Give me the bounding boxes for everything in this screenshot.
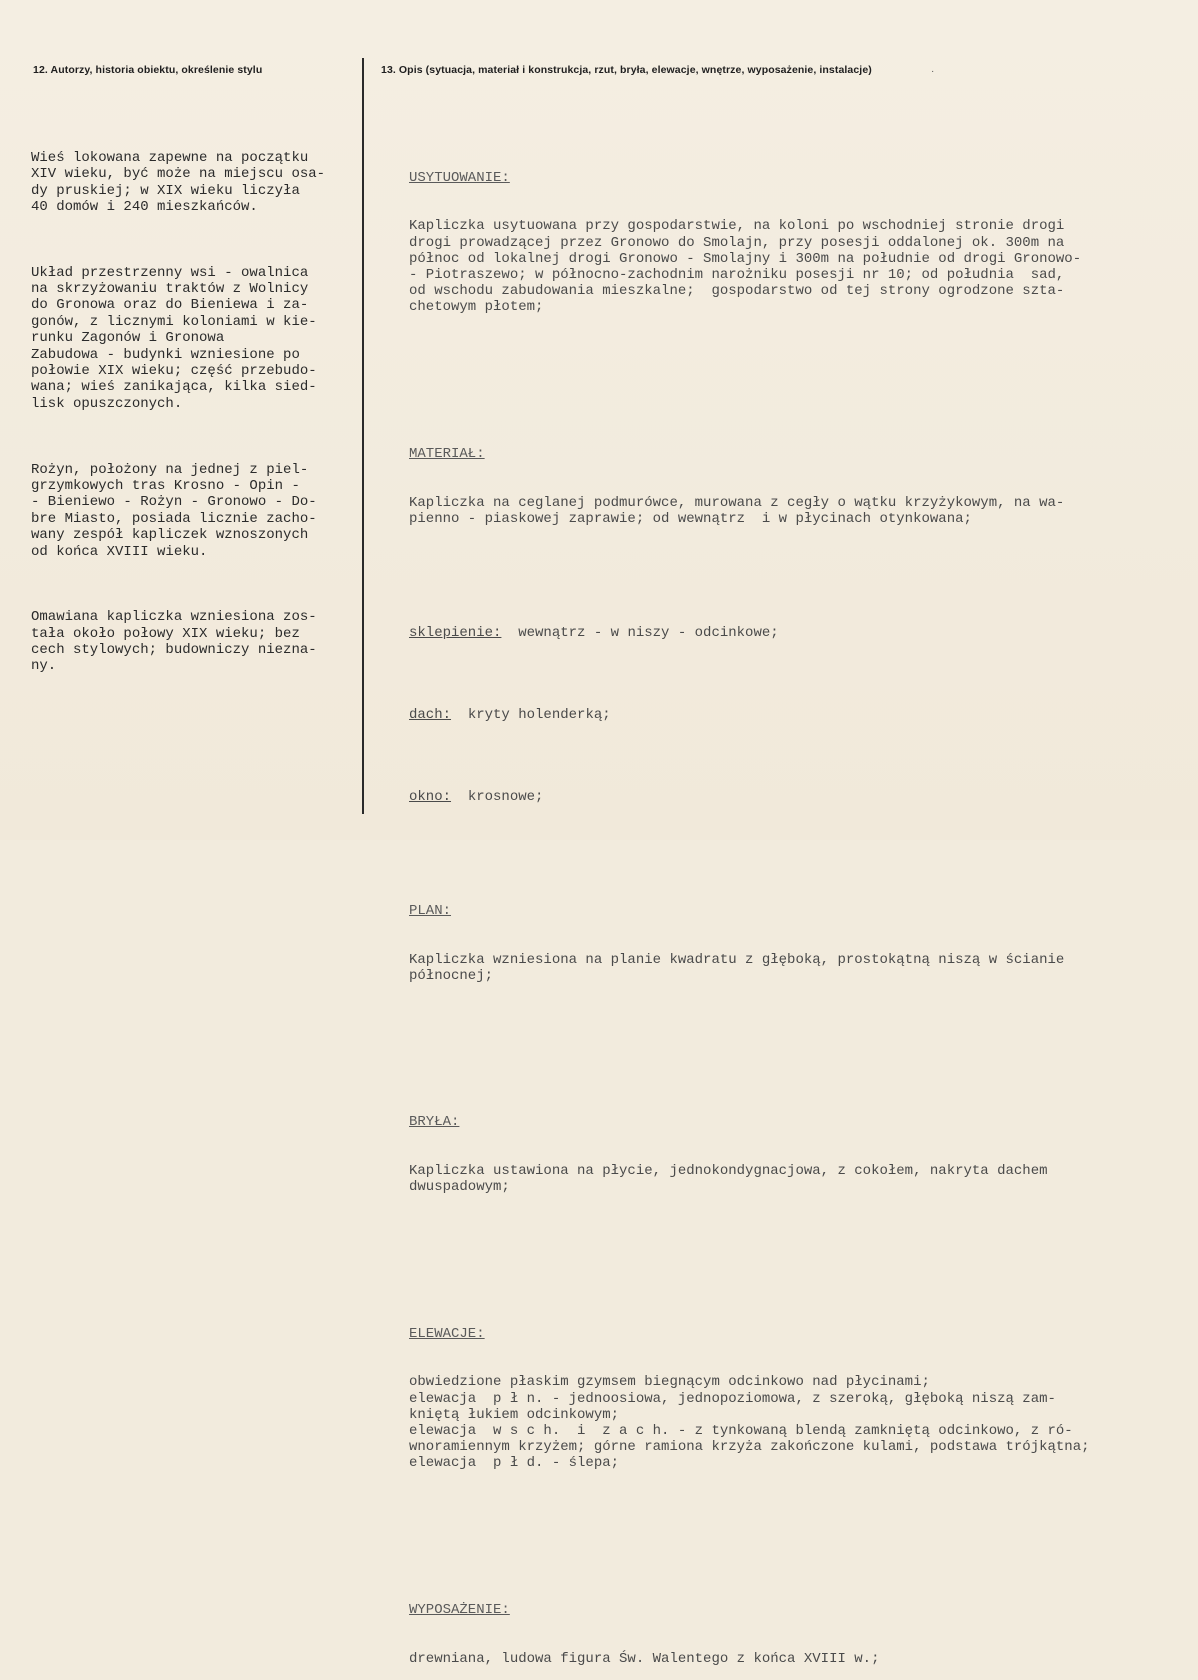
description-column [409,105,1090,1680]
text-usytuowanie: Kapliczka usytuowana przy gospodarstwie, na koloni po wschodniej stronie drogi drogi prowadzącej przez Gronowo do Smolajn, przy posesji oddalonej ok. 300m na północ od lokalnej drogi Gronowo - Smolajny i 300m na południe od drogi Gronowo- - Piotraszewo; w północno-zachodnim narożniku posesji nr 10; od południa sad, od wschodu zabudowania mieszkalne; gospodarstwo od tej strony ogrodzone szta- chetowym płotem; [409,218,1082,316]
history-column [31,117,325,724]
section-elewacje [409,1293,1090,1504]
section-material [409,414,1090,560]
text-bryla: Kapliczka ustawiona na płycie, jednokondygnacjowa, z cokołem, nakryta dachem dwuspadowym; [409,1162,1048,1196]
heading-elewacje: ELEWACJE: [409,1325,485,1342]
label-sklepienie: sklepienie: [409,625,502,642]
heading-plan: PLAN: [409,902,452,919]
section-bryla [409,1082,1090,1228]
text-plan: Kapliczka wzniesiona na planie kwadratu z głęboką, prostokątną niszą w ścianie północnej; [409,951,1065,984]
label-dach: dach: [409,706,452,723]
header-authors-history: 12. Autorzy, historia obiektu, określenie stylu [33,64,263,76]
section-plan [409,871,1090,1017]
text-material: Kapliczka na ceglanej podmurówce, murowana z cegły o wątku krzyżykowym, na wa- pienno - piaskowej zaprawie; od wewnątrz i w płycinach otynkowana; [409,494,1065,527]
paper-speck-mark: · [931,66,935,77]
paragraph-village-history: Wieś lokowana zapewne na początku XIV wieku, być może na miejscu osa- dy pruskiej; w XIX wieku liczyła 40 domów i 240 mieszkańców. [31,149,326,216]
section-sklepienie [409,625,1090,641]
text-elewacje: obwiedzione płaskim gzymsem biegnącym odcinkowo nad płycinami; elewacja p ł n. - jednoosiowa, jednopoziomowa, z szeroką, głęboką niszą zam- kniętą łukiem odcinkowym; elewacja w s c h. i z a c h. - z tynkowaną blendą zamkniętą odcinkowo, z ró- wnoramiennym krzyżem; górne ramiona krzyża zakończone kulami, podstawa trójkątna; elewacja p ł d. - ślepa; [409,1374,1090,1472]
heading-usytuowanie: USYTUOWANIE: [409,169,510,186]
text-sklepienie: wewnątrz - w niszy - odcinkowe; [501,625,779,642]
label-okno: okno: [409,788,452,805]
heading-bryla: BRYŁA: [409,1114,460,1131]
section-dach [409,707,1090,723]
paragraph-village-layout: Układ przestrzenny wsi - owalnica na skrzyżowaniu traktów z Wolnicy do Gronowa oraz do Bieniewa i za- gonów, z licznymi koloniami w kie- runku Zagonów i Gronowa Zabudowa - budynki wzniesione po połowie XIX wieku; część przebudo- wana; wieś zanikająca, kilka sied- lisk opuszczonych. [31,264,317,412]
text-dach: kryty holenderką; [451,706,611,723]
paragraph-pilgrimage-route: Rożyn, położony na jednej z piel- grzymkowych tras Krosno - Opin - - Bieniewo - Rożyn - Gronowo - Do- bre Miasto, posiada licznie zacho- wany zespół kapliczek wznoszonych od końca XVIII wieku. [31,461,317,560]
column-divider [362,58,364,814]
section-okno [409,789,1090,805]
section-usytuowanie [409,137,1090,348]
paragraph-chapel-dating: Omawiana kapliczka wzniesiona zos- tała około połowy XIX wieku; bez cech stylowych; budowniczy niezna- ny. [31,609,317,675]
section-wyposazenie [409,1570,1090,1680]
heading-wyposazenie: WYPOSAŻENIE: [409,1602,510,1619]
heading-material: MATERIAŁ: [409,446,485,463]
text-wyposazenie: drewniana, ludowa figura Św. Walentego z końca XVIII w.; [409,1650,880,1667]
text-okno: krosnowe; [451,788,544,805]
header-description: 13. Opis (sytuacja, materiał i konstrukcja, rzut, bryła, elewacje, wnętrze, wyposażenie, instalacje) [381,64,872,76]
